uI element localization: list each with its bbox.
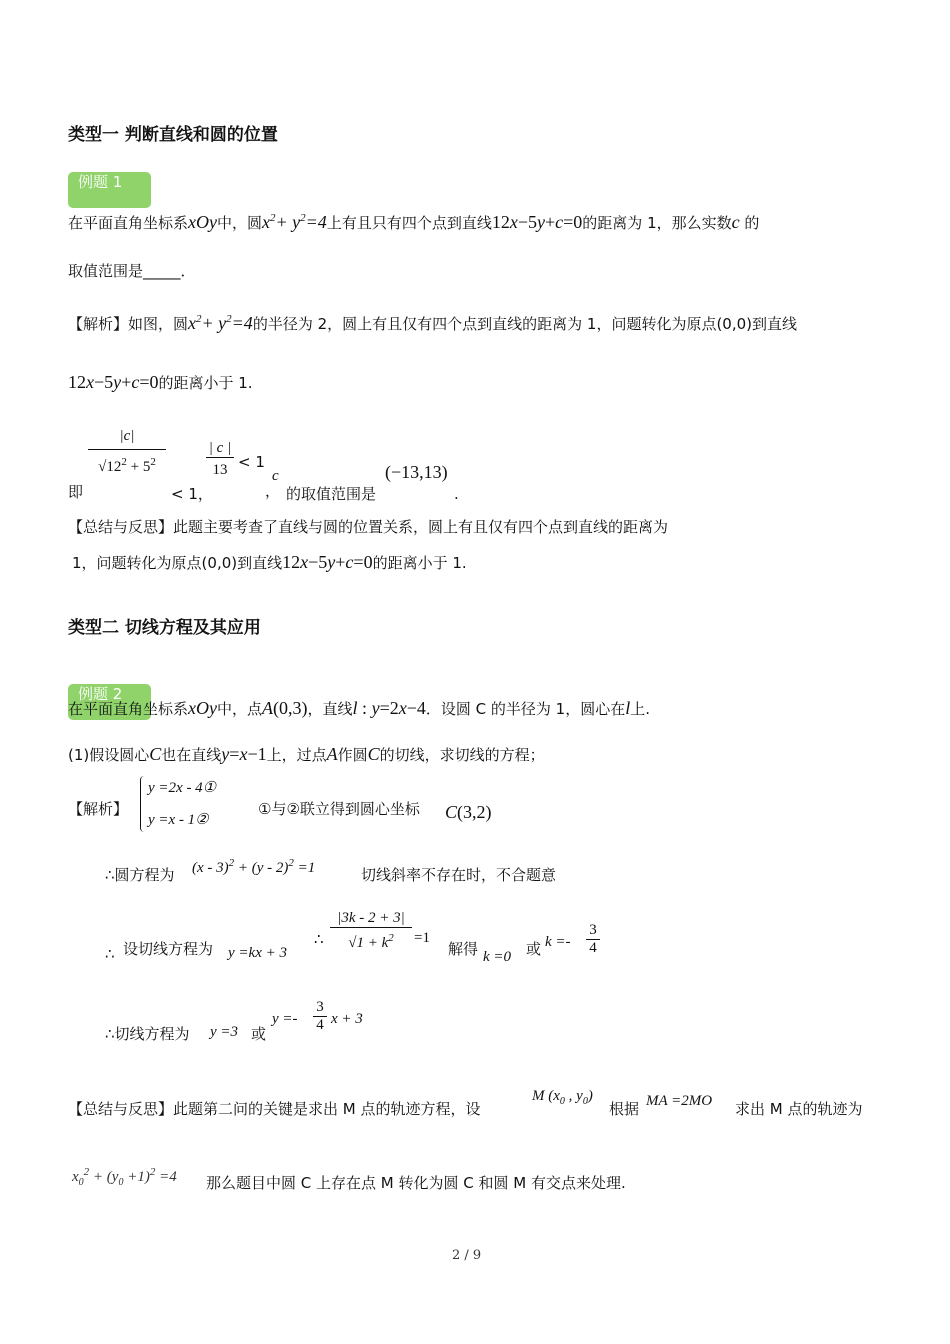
k-fraction: 3 4 [586,922,600,957]
example-2-badge: 例题 2 [68,684,151,720]
summary-point-m: M ($x_0$ , $y_0$) [532,1088,593,1107]
summary-b: 根据 [609,1100,640,1118]
system-text: ①与②联立得到圆心坐标 [258,800,420,818]
circle-center: C(3,2) [445,802,492,822]
ji-label: 即 [68,483,84,501]
or-2: 或 [251,1025,267,1043]
example-1-badge: 例题 1 [68,172,151,208]
example-1-summary-line2: 1，问题转化为原点(0,0)到直线12x−5y+c=0的距离小于 1. [72,552,467,572]
less-than-1b: < 1 [238,453,265,471]
tangent-equation: y =kx + 3 [228,945,287,961]
period: . [454,485,459,503]
example-1-solution: 【解析】如图，圆$x^2+ y^2=4$的半径为 2，圆上有且仅有四个点到直线的距离为 1，问题转化为原点(0,0)到直线 [68,313,797,333]
solution-label: 【解析】 [68,800,129,818]
summary-c: 求出 M 点的轨迹为 [735,1100,863,1118]
fraction-2: | c | 13 [206,440,234,479]
example-1-question-line2: 取值范围是_____． [68,262,196,280]
system-eq-1: y =2x - 4① [148,780,217,796]
circle-eq-pre: ∴圆方程为 [105,866,175,884]
circle-eq-post: 切线斜率不存在时，不合题意 [361,866,557,884]
or-1: 或 [526,940,542,958]
tangent-fraction: 3 4 [313,999,327,1034]
section-1-title: 类型一 判断直线和圆的位置 [68,125,278,145]
summary-d: 那么题目中圆 C 上存在点 M 转化为圆 C 和圆 M 有交点来处理. [206,1174,626,1192]
system-brace [140,776,144,832]
part-1-question: (1)假设圆心C也在直线y=x−1上，过点A作圆C的切线，求切线的方程； [68,744,545,764]
k-zero: k =0 [483,949,512,965]
example-1-solution-line2: 12x−5y+c=0的距离小于 1. [68,372,253,392]
fraction-1: |c| $√12^2 + 5^2$ [88,428,166,476]
dist-therefore: ∴ [314,932,324,948]
system-eq-2: y =x - 1② [148,812,209,828]
therefore-1: ∴ [105,945,115,963]
example-2-question: 在平面直角坐标系xOy中，点A(0,3)，直线l : y=2x−4．设圆 C 的半径为 1，圆心在l上. [68,698,650,718]
solve-text: 解得 [448,940,479,958]
section-2-title: 类型二 切线方程及其应用 [68,618,261,638]
range-value: (−13,13) [385,462,448,482]
distance-equals: =1 [414,930,430,946]
example-1-question: 在平面直角坐标系xOy中，圆$x^2+ y^2=4$上有且只有四个点到直线12x−5y+c=0的距离为 1，那么实数c 的 [68,212,760,232]
tangent-line-2a: y =- [272,1011,298,1027]
example-1-summary: 【总结与反思】此题主要考查了直线与圆的位置关系，圆上有且仅有四个点到直线的距离为 [68,518,669,536]
circle-equation: (x - 3)$^2$ + (y - 2)$^2$ =1 [192,857,316,876]
distance-fraction: |3k - 2 + 3| $√1 + k^2$ [330,910,412,952]
k-negative: k =- [545,934,571,950]
summary-ma: MA =2MO [646,1093,713,1109]
tangent-lines-pre: ∴切线方程为 [105,1025,190,1043]
example-2-summary: 【总结与反思】此题第二问的关键是求出 M 点的轨迹方程，设 [68,1100,481,1118]
less-than-1: < 1， [171,485,213,503]
tangent-line-1: y =3 [210,1024,239,1040]
page-number: 2 / 9 [452,1248,482,1263]
summary-equation: $x_0^2 + (y_0 +1)^2 =4$ [72,1166,177,1188]
c-variable: c [272,468,279,484]
comma: ， [265,482,281,500]
tangent-pre: 设切线方程为 [123,940,214,958]
range-text: 的取值范围是 [286,485,377,503]
tangent-line-2b: x + 3 [331,1011,363,1027]
